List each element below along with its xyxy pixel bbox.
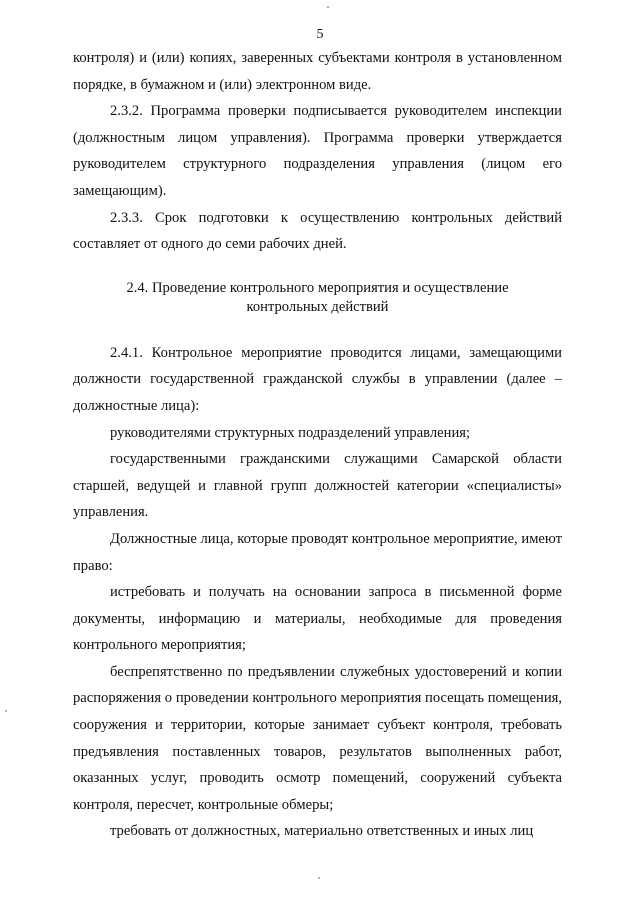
paragraph-2-3-3: 2.3.3. Срок подготовки к осуществлению контрольных действий составляет от одного до семи рабочих дней.: [73, 209, 562, 253]
section-heading-line-1: 2.4. Проведение контрольного мероприятия и осуществление: [126, 279, 509, 296]
list-item-heads-of-divisions: руководителями структурных подразделений управления;: [110, 424, 471, 441]
scan-speck: [318, 877, 320, 879]
scan-speck: [5, 710, 7, 712]
list-item-visit-premises: беспрепятственно по предъявлении служебных удостоверений и копии распоряжения о проведении контрольного мероприятия посещать помещения, сооружения и территории, которые занимает субъект контроля, требовать предъявления поставленных товаров, результатов выполненных работ, оказанных услуг, проводить осмотр помещений, сооружений субъекта контроля, пересчет, контрольные обмеры;: [73, 663, 562, 813]
section-heading-2-4: [73, 279, 562, 317]
list-item-request-documents: истребовать и получать на основании запроса в письменной форме документы, информацию и материалы, необходимые для проведения контрольного мероприятия;: [73, 584, 562, 654]
scan-speck: [327, 6, 329, 8]
document-body: [73, 45, 562, 845]
paragraph-2-3-2: 2.3.2. Программа проверки подписывается руководителем инспекции (должностным лицом управления). Программа проверки утверждается руководителем структурного подразделения управления (лицом его замещающим).: [73, 103, 562, 199]
page-number: 5: [316, 27, 324, 42]
section-heading-line-2: контрольных действий: [246, 298, 389, 315]
list-item-demand-from-persons: требовать от должностных, материально ответственных и иных лиц: [110, 823, 534, 840]
paragraph-continuation: контроля) и (или) копиях, заверенных субъектами контроля в установленном порядке, в бумажном и (или) электронном виде.: [73, 50, 562, 93]
list-item-civil-servants: государственными гражданскими служащими Самарской области старшей, ведущей и главной групп должностей категории «специалисты» управления.: [73, 451, 562, 521]
paragraph-officials-rights: Должностные лица, которые проводят контрольное мероприятие, имеют право:: [73, 530, 562, 574]
paragraph-2-4-1: 2.4.1. Контрольное мероприятие проводится лицами, замещающими должности государственной гражданской службы в управлении (далее – должностные лица):: [73, 344, 562, 414]
